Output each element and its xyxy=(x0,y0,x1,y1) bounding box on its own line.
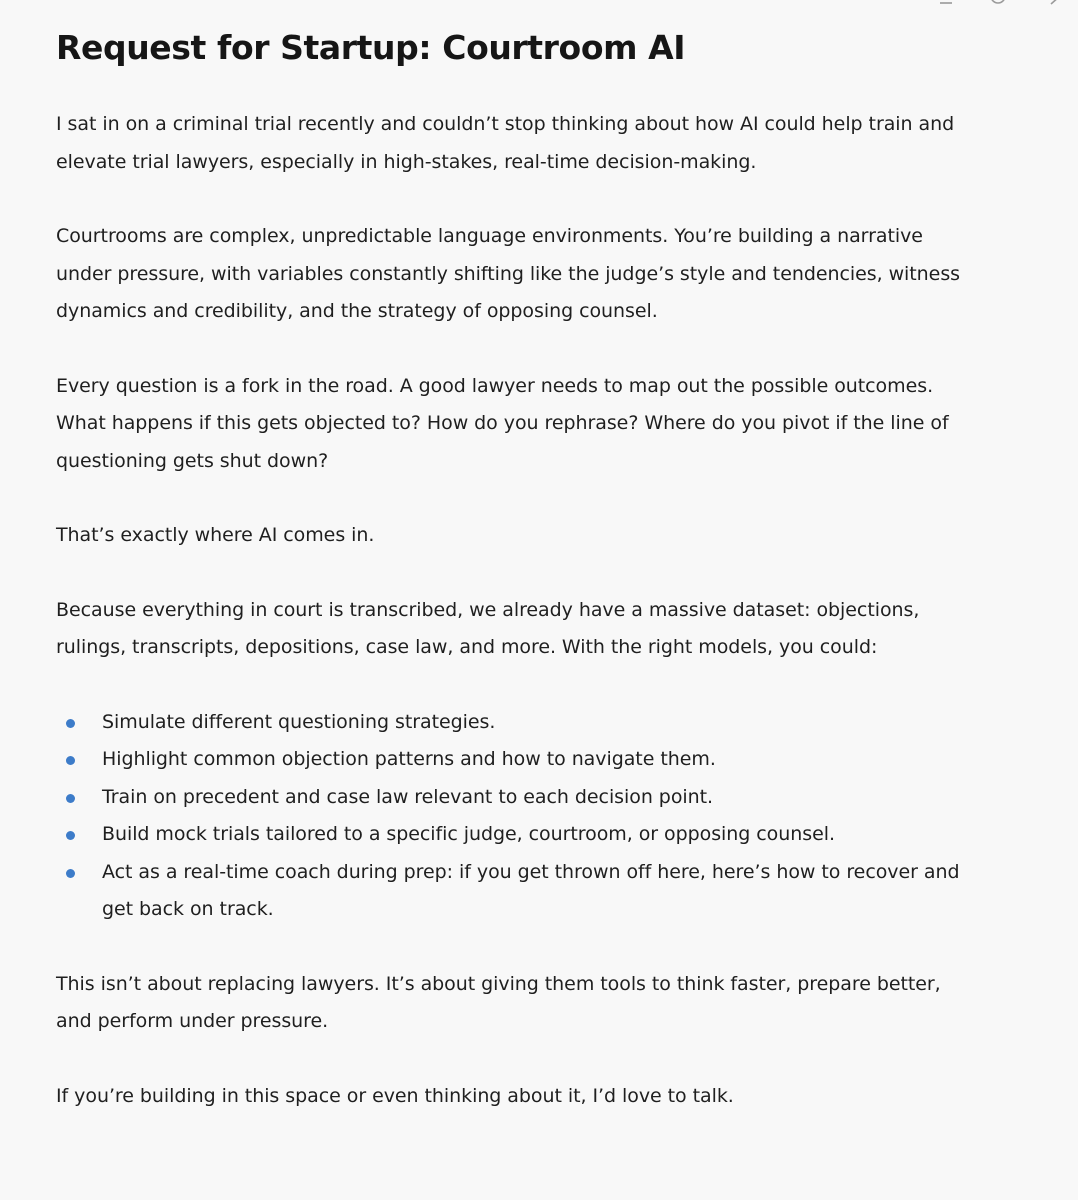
edit-icon[interactable] xyxy=(1048,0,1064,6)
top-toolbar xyxy=(898,0,1078,8)
list-item xyxy=(56,854,976,929)
list-item-text: Act as a real-time coach during prep: if you get thrown off here, here’s how to recover and get back on track. xyxy=(102,860,960,920)
bullet-icon xyxy=(66,831,75,840)
bullet-icon xyxy=(66,719,75,728)
list-item xyxy=(56,741,976,779)
list-item-text: Simulate different questioning strategies. xyxy=(102,710,496,733)
bullet-icon xyxy=(66,794,75,803)
paragraph: I sat in on a criminal trial recently and couldn’t stop thinking about how AI could help train and elevate trial lawyers, especially in high-stakes, real-time decision-making. xyxy=(56,113,955,173)
list-item-text: Build mock trials tailored to a specific judge, courtroom, or opposing counsel. xyxy=(102,823,835,845)
paragraph: Every question is a fork in the road. A good lawyer needs to map out the possible outcomes. What happens if this gets objected to? How do you rephrase? Where do you pivot if the line of questioning gets shut down? xyxy=(56,374,949,472)
page-title: Request for Startup: Courtroom AI xyxy=(56,28,686,67)
bullet-list xyxy=(56,704,976,929)
list-item-text: Highlight common objection patterns and how to navigate them. xyxy=(102,748,716,770)
bullet-icon xyxy=(66,869,75,878)
paragraph: That’s exactly where AI comes in. xyxy=(56,524,375,546)
bullet-icon xyxy=(66,756,75,765)
list-item xyxy=(56,704,976,742)
paragraph: This isn’t about replacing lawyers. It’s about giving them tools to think faster, prepare better, and perform under pressure. xyxy=(56,972,941,1032)
paragraph: Because everything in court is transcribed, we already have a massive dataset: objections, rulings, transcripts, depositions, case law, and more. With the right models, you could: xyxy=(56,598,920,658)
paragraph: If you’re building in this space or even thinking about it, I’d love to talk. xyxy=(56,1084,734,1107)
list-item xyxy=(56,816,976,854)
list-item-text: Train on precedent and case law relevant to each decision point. xyxy=(102,785,713,808)
menu-icon[interactable] xyxy=(938,0,954,6)
info-icon[interactable] xyxy=(990,0,1006,6)
article-body xyxy=(56,106,976,1152)
list-item xyxy=(56,779,976,817)
paragraph: Courtrooms are complex, unpredictable language environments. You’re building a narrative under pressure, with variables constantly shifting like the judge’s style and tendencies, witness dynamics and credibility, and the strategy of opposing counsel. xyxy=(56,225,961,322)
